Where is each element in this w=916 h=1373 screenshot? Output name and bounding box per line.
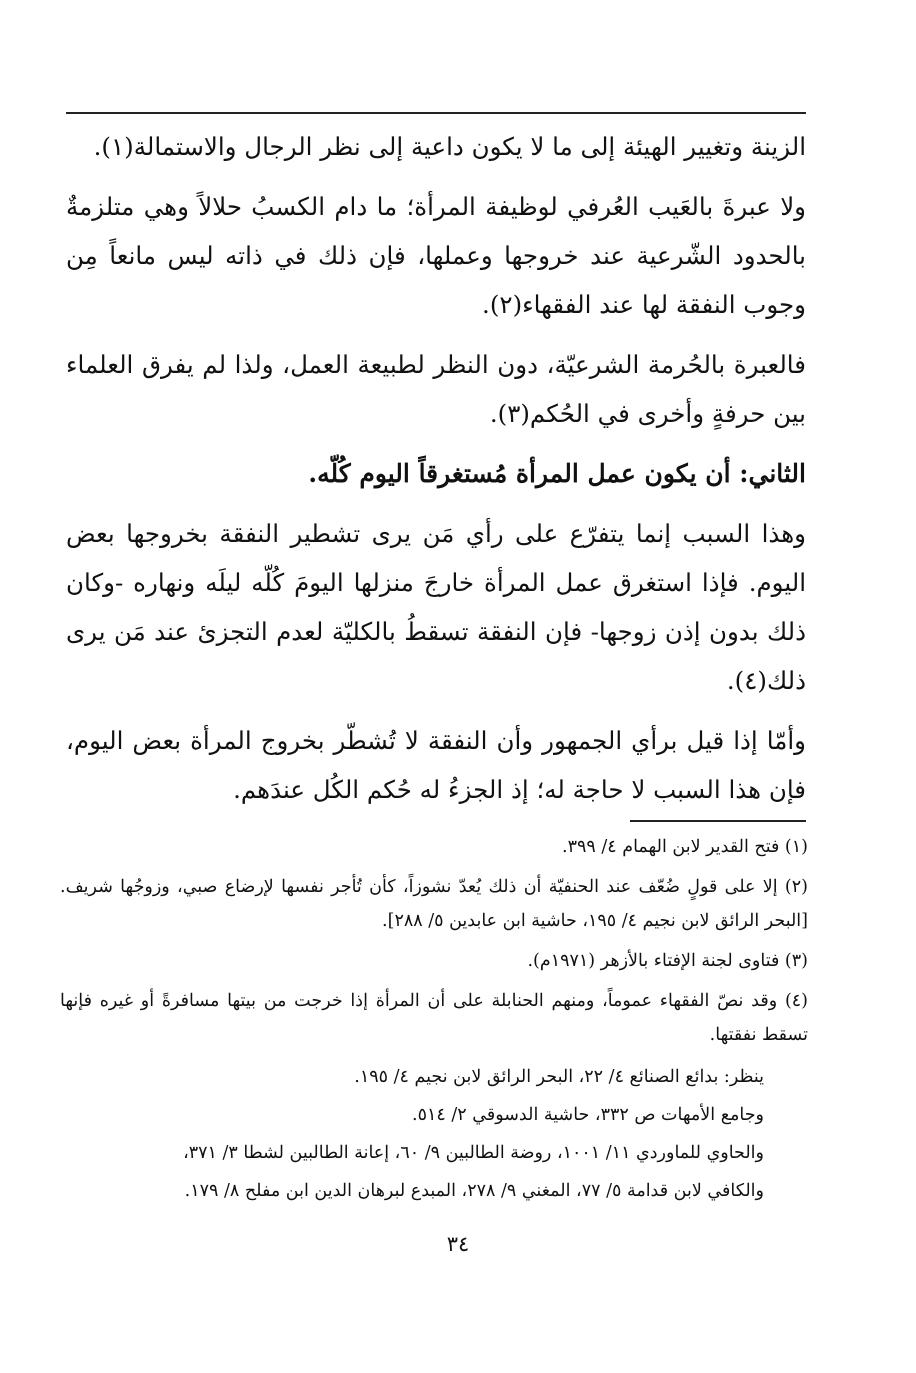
footnotes [60, 830, 808, 1210]
paragraph-2: ولا عبرةَ بالعَيب العُرفي لوظيفة المرأة؛ ما دام الكسبُ حلالاً وهي متلزمةٌ بالحدود الشّرعية عند خروجها وعملها، فإن ذلك في ذاته ليس مانعاً مِن وجوب النفقة لها عند الفقهاء(٢). [66, 192, 806, 319]
top-rule [66, 112, 806, 114]
footnote-4-references [60, 1058, 808, 1210]
paragraph-1: الزينة وتغيير الهيئة إلى ما لا يكون داعية إلى نظر الرجال والاستمالة(١). [93, 132, 806, 161]
footnote-2: (٢) إلا على قولٍ ضُعّف عند الحنفيّة أن ذلك يُعدّ نشوزاً، كأن تُأجر نفسها لإرضاع صبي، وزوجُها شريف. [البحر الرائق لابن نجيم ٤/ ١٩٥، حاشية ابن عابدين ٥/ ٢٨٨]. [60, 877, 808, 931]
paragraph-5: وأمّا إذا قيل برأي الجمهور وأن النفقة لا تُشطّر بخروج المرأة بعض اليوم، فإن هذا السبب لا حاجة له؛ إذ الجزءُ له حُكم الكُل عندَهم. [66, 726, 806, 804]
main-text [66, 122, 806, 825]
footnote-separator [630, 820, 806, 822]
paragraph-4: وهذا السبب إنما يتفرّع على رأي مَن يرى تشطير النفقة بخروجها بعض اليوم. فإذا استغرق عمل المرأة خارجَ منزلها اليومَ كُلّه ليلَه ونهاره -وكان ذلك بدون إذن زوجها- فإن النفقة تسقطُ بالكليّة لعدم التجزئ عند مَن يرى ذلك(٤). [66, 519, 806, 695]
paragraph-3: فالعبرة بالحُرمة الشرعيّة، دون النظر لطبيعة العمل، ولذا لم يفرق العلماء بين حرفةٍ وأخرى في الحُكم(٣). [66, 350, 806, 428]
footnote-4-ref: ينظر: بدائع الصنائع ٤/ ٢٢، البحر الرائق لابن نجيم ٤/ ١٩٥. [354, 1067, 764, 1087]
footnote-4-ref: والحاوي للماوردي ١١/ ١٠٠١، روضة الطالبين ٩/ ٦٠، إعانة الطالبين لشطا ٣/ ٣٧١، [183, 1143, 764, 1163]
footnote-4-ref: وجامع الأمهات ص ٣٣٢، حاشية الدسوقي ٢/ ٥١٤. [412, 1105, 764, 1125]
page-number: ٣٤ [446, 1232, 470, 1256]
footnote-4-ref: والكافي لابن قدامة ٥/ ٧٧، المغني ٩/ ٢٧٨، المبدع لبرهان الدين ابن مفلح ٨/ ١٧٩. [184, 1181, 764, 1201]
footnote-4: (٤) وقد نصّ الفقهاء عموماً، ومنهم الحنابلة على أن المرأة إذا خرجت من بيتها مسافرةً أو غيره فإنها تسقط نفقتها. [60, 991, 808, 1045]
section-heading: الثاني: أن يكون عمل المرأة مُستغرقاً اليوم كُلّه. [308, 459, 806, 488]
footnote-3: (٣) فتاوى لجنة الإفتاء بالأزهر (١٩٧١م). [527, 951, 808, 971]
footnote-1: (١) فتح القدير لابن الهمام ٤/ ٣٩٩. [562, 837, 808, 857]
